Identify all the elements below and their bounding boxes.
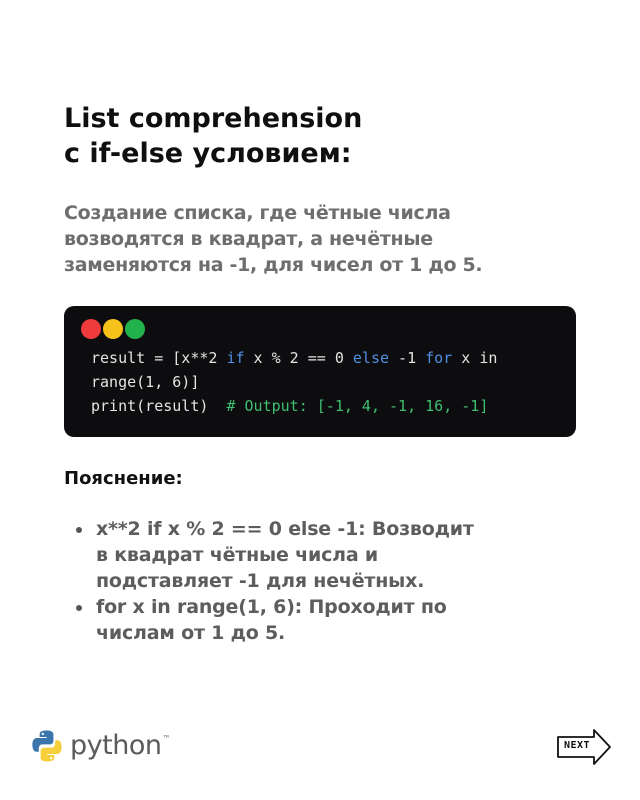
title-line-2: с if-else условием: [64,138,352,169]
code-token: -1 [389,349,426,367]
title-line-1: List comprehension [64,103,363,134]
python-snake-icon [30,729,64,763]
code-line [91,370,568,394]
code-token: result = [x**2 [91,349,227,367]
yellow-dot-icon [103,319,123,339]
next-label: NEXT [564,740,591,751]
code-keyword: if [226,349,245,367]
code-keyword: else [352,349,390,367]
page-title [64,101,584,171]
code-token: range(1, 6)] [91,373,200,391]
code-window [64,306,576,437]
description-line-2: возводятся в квадрат, а нечётные [64,228,433,250]
explanation-list [76,516,546,646]
code-token: x in [452,349,498,367]
window-controls [81,319,147,339]
explanation-heading: Пояснение: [64,468,183,489]
list-item-text: x**2 if x % 2 == 0 else -1: Возводит [96,518,474,540]
bullet-icon [76,605,82,611]
next-button[interactable] [556,728,612,766]
code-line [91,346,568,370]
python-wordmark: python™ [70,729,170,761]
description-line-3: заменяются на -1, для чисел от 1 до 5. [64,254,483,276]
bullet-icon [76,527,82,533]
code-token: print(result) [91,397,227,415]
list-item-text: в квадрат чётные числа и [96,544,379,566]
code-comment: # Output: [-1, 4, -1, 16, -1] [226,397,489,415]
red-dot-icon [81,319,101,339]
code-token: x % 2 == 0 [244,349,353,367]
description [64,200,584,278]
code-keyword: for [425,349,453,367]
list-item [76,516,546,594]
python-logo [30,728,170,764]
list-item-text: числам от 1 до 5. [96,622,286,644]
green-dot-icon [125,319,145,339]
list-item [76,594,546,646]
list-item-text: for x in range(1, 6): Проходит по [96,596,447,618]
list-item-text: подставляет -1 для нечётных. [96,570,425,592]
description-line-1: Создание списка, где чётные числа [64,202,451,224]
code-block [91,346,568,418]
code-line [91,394,568,418]
